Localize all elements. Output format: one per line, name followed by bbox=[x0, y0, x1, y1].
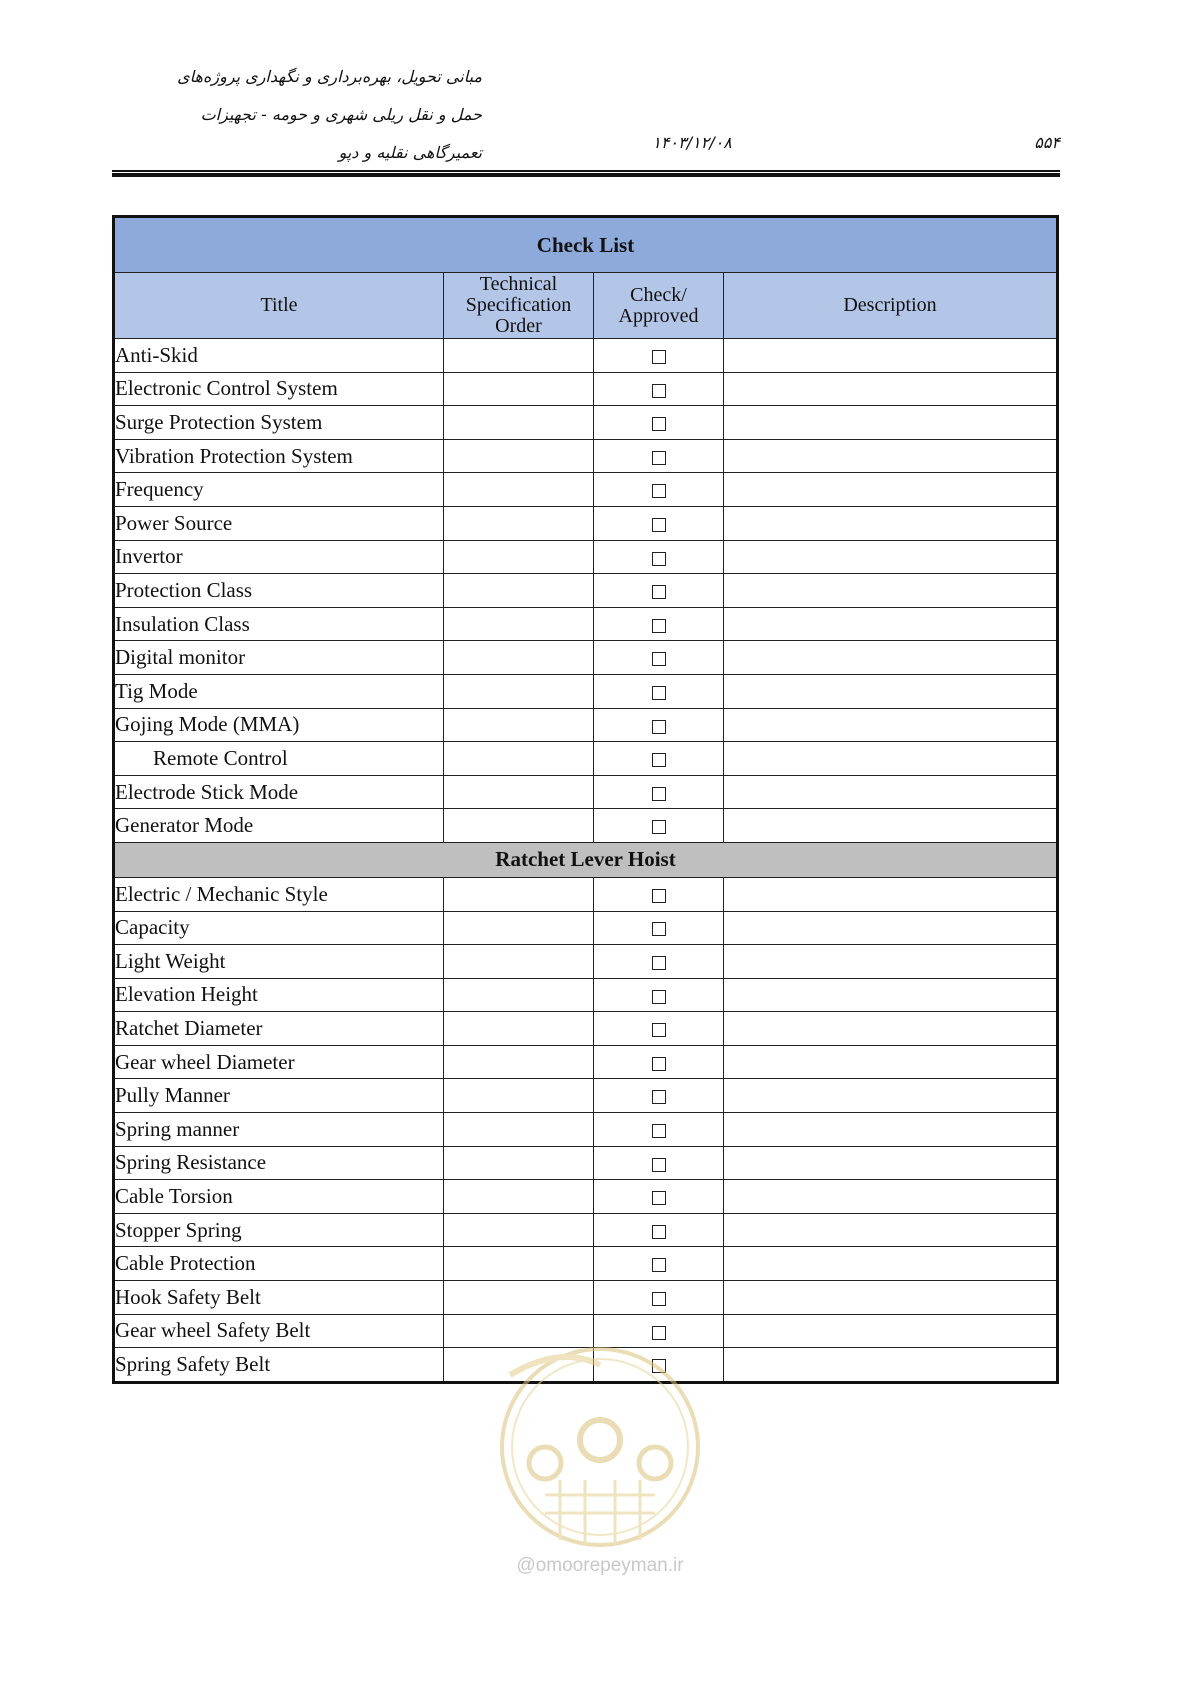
row-title: Surge Protection System bbox=[114, 406, 444, 440]
row-check-cell bbox=[594, 1012, 724, 1046]
checkbox-icon[interactable] bbox=[652, 619, 666, 633]
section-title: Ratchet Lever Hoist bbox=[114, 842, 1058, 877]
row-spec-cell[interactable] bbox=[444, 1113, 594, 1147]
row-description-cell[interactable] bbox=[724, 742, 1058, 776]
table-row bbox=[114, 945, 1058, 979]
table-row bbox=[114, 473, 1058, 507]
table-row bbox=[114, 1113, 1058, 1147]
checkbox-icon[interactable] bbox=[652, 552, 666, 566]
row-description-cell[interactable] bbox=[724, 574, 1058, 608]
row-description-cell[interactable] bbox=[724, 1213, 1058, 1247]
checkbox-icon[interactable] bbox=[652, 518, 666, 532]
document-title bbox=[112, 58, 482, 172]
row-title: Hook Safety Belt bbox=[114, 1281, 444, 1315]
row-title: Elevation Height bbox=[114, 978, 444, 1012]
checkbox-icon[interactable] bbox=[652, 1292, 666, 1306]
row-spec-cell[interactable] bbox=[444, 708, 594, 742]
checkbox-icon[interactable] bbox=[652, 451, 666, 465]
watermark-url bbox=[500, 1555, 700, 1577]
row-spec-cell[interactable] bbox=[444, 607, 594, 641]
row-description-cell[interactable] bbox=[724, 1247, 1058, 1281]
row-description-cell[interactable] bbox=[724, 1281, 1058, 1315]
row-title: Stopper Spring bbox=[114, 1213, 444, 1247]
table-row bbox=[114, 1012, 1058, 1046]
row-description-cell[interactable] bbox=[724, 372, 1058, 406]
row-title: Insulation Class bbox=[114, 607, 444, 641]
row-title: Tig Mode bbox=[114, 674, 444, 708]
row-title: Power Source bbox=[114, 506, 444, 540]
table-row bbox=[114, 708, 1058, 742]
row-title: Remote Control bbox=[114, 742, 444, 776]
row-spec-cell[interactable] bbox=[444, 372, 594, 406]
row-title: Frequency bbox=[114, 473, 444, 507]
column-header-description: Description bbox=[724, 273, 1058, 339]
row-spec-cell[interactable] bbox=[444, 574, 594, 608]
column-header-row bbox=[114, 273, 1058, 339]
row-spec-cell[interactable] bbox=[444, 674, 594, 708]
row-spec-cell[interactable] bbox=[444, 641, 594, 675]
table-row bbox=[114, 641, 1058, 675]
table-row bbox=[114, 506, 1058, 540]
row-description-cell[interactable] bbox=[724, 1079, 1058, 1113]
row-check-cell bbox=[594, 1281, 724, 1315]
table-row bbox=[114, 1247, 1058, 1281]
row-description-cell[interactable] bbox=[724, 775, 1058, 809]
row-check-cell bbox=[594, 574, 724, 608]
row-check-cell bbox=[594, 372, 724, 406]
at-icon: @ bbox=[516, 1555, 536, 1576]
table-title: Check List bbox=[114, 217, 1058, 273]
row-check-cell bbox=[594, 1045, 724, 1079]
row-check-cell bbox=[594, 607, 724, 641]
row-spec-cell[interactable] bbox=[444, 1247, 594, 1281]
table-row bbox=[114, 674, 1058, 708]
row-spec-cell[interactable] bbox=[444, 339, 594, 373]
row-spec-cell[interactable] bbox=[444, 1045, 594, 1079]
table-row bbox=[114, 742, 1058, 776]
row-check-cell bbox=[594, 911, 724, 945]
row-description-cell[interactable] bbox=[724, 540, 1058, 574]
table-row bbox=[114, 1079, 1058, 1113]
row-description-cell[interactable] bbox=[724, 641, 1058, 675]
row-check-cell bbox=[594, 540, 724, 574]
checkbox-icon[interactable] bbox=[652, 1057, 666, 1071]
row-description-cell[interactable] bbox=[724, 439, 1058, 473]
row-spec-cell[interactable] bbox=[444, 1146, 594, 1180]
checklist-table bbox=[112, 215, 1059, 1384]
table-row bbox=[114, 1045, 1058, 1079]
row-title: Generator Mode bbox=[114, 809, 444, 843]
row-spec-cell[interactable] bbox=[444, 775, 594, 809]
row-check-cell bbox=[594, 641, 724, 675]
row-description-cell[interactable] bbox=[724, 406, 1058, 440]
row-check-cell bbox=[594, 809, 724, 843]
row-spec-cell[interactable] bbox=[444, 877, 594, 911]
checkbox-icon[interactable] bbox=[652, 889, 666, 903]
checkbox-icon[interactable] bbox=[652, 1023, 666, 1037]
row-check-cell bbox=[594, 473, 724, 507]
row-spec-cell[interactable] bbox=[444, 406, 594, 440]
row-spec-cell[interactable] bbox=[444, 1281, 594, 1315]
table-row bbox=[114, 809, 1058, 843]
checkbox-icon[interactable] bbox=[652, 686, 666, 700]
row-check-cell bbox=[594, 877, 724, 911]
row-description-cell[interactable] bbox=[724, 1113, 1058, 1147]
column-header-spec bbox=[444, 273, 594, 339]
row-spec-cell[interactable] bbox=[444, 742, 594, 776]
column-header-check-line: Check/ bbox=[630, 283, 687, 306]
section-general bbox=[114, 339, 1058, 843]
row-spec-cell[interactable] bbox=[444, 473, 594, 507]
row-title: Electrode Stick Mode bbox=[114, 775, 444, 809]
row-title: Gear wheel Safety Belt bbox=[114, 1314, 444, 1348]
checkbox-icon[interactable] bbox=[652, 820, 666, 834]
row-title: Electric / Mechanic Style bbox=[114, 877, 444, 911]
row-description-cell[interactable] bbox=[724, 1045, 1058, 1079]
row-description-cell[interactable] bbox=[724, 708, 1058, 742]
checkbox-icon[interactable] bbox=[652, 990, 666, 1004]
row-title: Pully Manner bbox=[114, 1079, 444, 1113]
row-title: Cable Protection bbox=[114, 1247, 444, 1281]
document-title-line: تعمیرگاهی نقلیه و دپو bbox=[338, 143, 482, 162]
column-header-title: Title bbox=[114, 273, 444, 339]
watermark-url-text: omoorepeyman.ir bbox=[535, 1555, 684, 1576]
row-check-cell bbox=[594, 978, 724, 1012]
checkbox-icon[interactable] bbox=[652, 1090, 666, 1104]
row-spec-cell[interactable] bbox=[444, 1079, 594, 1113]
row-title: Protection Class bbox=[114, 574, 444, 608]
document-date: ۱۴۰۳/۱۲/۰۸ bbox=[652, 133, 732, 152]
column-header-check bbox=[594, 273, 724, 339]
checkbox-icon[interactable] bbox=[652, 720, 666, 734]
page-number: ۵۵۴ bbox=[1034, 133, 1060, 152]
document-title-line: حمل و نقل ریلی شهری و حومه - تجهیزات bbox=[200, 105, 482, 124]
row-title: Vibration Protection System bbox=[114, 439, 444, 473]
row-spec-cell[interactable] bbox=[444, 439, 594, 473]
row-title: Invertor bbox=[114, 540, 444, 574]
row-spec-cell[interactable] bbox=[444, 911, 594, 945]
table-row bbox=[114, 607, 1058, 641]
table-row bbox=[114, 339, 1058, 373]
row-description-cell[interactable] bbox=[724, 877, 1058, 911]
row-check-cell bbox=[594, 1180, 724, 1214]
table-row bbox=[114, 574, 1058, 608]
row-spec-cell[interactable] bbox=[444, 1213, 594, 1247]
row-check-cell bbox=[594, 775, 724, 809]
watermark-logo bbox=[490, 1335, 710, 1565]
checkbox-icon[interactable] bbox=[652, 1258, 666, 1272]
checkbox-icon[interactable] bbox=[652, 922, 666, 936]
row-check-cell bbox=[594, 439, 724, 473]
row-check-cell bbox=[594, 742, 724, 776]
row-description-cell[interactable] bbox=[724, 339, 1058, 373]
checkbox-icon[interactable] bbox=[652, 350, 666, 364]
checkbox-icon[interactable] bbox=[652, 1225, 666, 1239]
row-check-cell bbox=[594, 674, 724, 708]
column-header-check-line: Approved bbox=[618, 304, 699, 327]
checkbox-icon[interactable] bbox=[652, 417, 666, 431]
row-spec-cell[interactable] bbox=[444, 978, 594, 1012]
table-row bbox=[114, 1281, 1058, 1315]
row-check-cell bbox=[594, 506, 724, 540]
header-divider bbox=[112, 170, 1060, 177]
table-row bbox=[114, 372, 1058, 406]
page-header bbox=[112, 58, 1060, 178]
row-check-cell bbox=[594, 1113, 724, 1147]
row-title: Ratchet Diameter bbox=[114, 1012, 444, 1046]
table-row bbox=[114, 540, 1058, 574]
row-title: Light Weight bbox=[114, 945, 444, 979]
row-check-cell bbox=[594, 1146, 724, 1180]
row-check-cell bbox=[594, 1079, 724, 1113]
checkbox-icon[interactable] bbox=[652, 384, 666, 398]
row-spec-cell[interactable] bbox=[444, 809, 594, 843]
checkbox-icon[interactable] bbox=[652, 753, 666, 767]
row-description-cell[interactable] bbox=[724, 911, 1058, 945]
table-row bbox=[114, 911, 1058, 945]
row-description-cell[interactable] bbox=[724, 1180, 1058, 1214]
row-spec-cell[interactable] bbox=[444, 506, 594, 540]
table-row bbox=[114, 406, 1058, 440]
checkbox-icon[interactable] bbox=[652, 484, 666, 498]
column-header-spec-line: Technical bbox=[479, 273, 558, 295]
checkbox-icon[interactable] bbox=[652, 1191, 666, 1205]
column-header-spec-line: Specification bbox=[465, 294, 572, 316]
row-check-cell bbox=[594, 406, 724, 440]
row-description-cell[interactable] bbox=[724, 1314, 1058, 1348]
row-title: Anti-Skid bbox=[114, 339, 444, 373]
checkbox-icon[interactable] bbox=[652, 956, 666, 970]
table-row bbox=[114, 439, 1058, 473]
row-spec-cell[interactable] bbox=[444, 1012, 594, 1046]
row-title: Electronic Control System bbox=[114, 372, 444, 406]
row-title: Cable Torsion bbox=[114, 1180, 444, 1214]
row-description-cell[interactable] bbox=[724, 1012, 1058, 1046]
checkbox-icon[interactable] bbox=[652, 585, 666, 599]
checkbox-icon[interactable] bbox=[652, 652, 666, 666]
table-row bbox=[114, 877, 1058, 911]
row-spec-cell[interactable] bbox=[444, 945, 594, 979]
column-header-spec-line: Order bbox=[495, 315, 542, 337]
section-ratchet-lever-hoist bbox=[114, 877, 1058, 1382]
row-description-cell[interactable] bbox=[724, 506, 1058, 540]
row-check-cell bbox=[594, 339, 724, 373]
row-check-cell bbox=[594, 708, 724, 742]
row-description-cell[interactable] bbox=[724, 809, 1058, 843]
row-description-cell[interactable] bbox=[724, 1146, 1058, 1180]
row-check-cell bbox=[594, 1247, 724, 1281]
row-check-cell bbox=[594, 1213, 724, 1247]
row-title: Digital monitor bbox=[114, 641, 444, 675]
row-title: Gojing Mode (MMA) bbox=[114, 708, 444, 742]
row-description-cell[interactable] bbox=[724, 473, 1058, 507]
table-row bbox=[114, 1180, 1058, 1214]
row-title: Spring Resistance bbox=[114, 1146, 444, 1180]
section-header-row bbox=[114, 842, 1058, 877]
table-row bbox=[114, 978, 1058, 1012]
table-row bbox=[114, 775, 1058, 809]
checkbox-icon[interactable] bbox=[652, 1158, 666, 1172]
document-title-line: مبانی تحویل، بهره‌برداری و نگهداری پروژه‌های bbox=[177, 67, 482, 86]
row-description-cell[interactable] bbox=[724, 945, 1058, 979]
row-spec-cell[interactable] bbox=[444, 1180, 594, 1214]
row-description-cell[interactable] bbox=[724, 978, 1058, 1012]
row-spec-cell[interactable] bbox=[444, 540, 594, 574]
row-title: Spring Safety Belt bbox=[114, 1348, 444, 1383]
row-check-cell bbox=[594, 945, 724, 979]
row-title: Capacity bbox=[114, 911, 444, 945]
table-row bbox=[114, 1146, 1058, 1180]
table-row bbox=[114, 1213, 1058, 1247]
row-description-cell[interactable] bbox=[724, 607, 1058, 641]
row-title: Gear wheel Diameter bbox=[114, 1045, 444, 1079]
checkbox-icon[interactable] bbox=[652, 1124, 666, 1138]
row-description-cell[interactable] bbox=[724, 1348, 1058, 1383]
table-title-row bbox=[114, 217, 1058, 273]
row-title: Spring manner bbox=[114, 1113, 444, 1147]
row-description-cell[interactable] bbox=[724, 674, 1058, 708]
checkbox-icon[interactable] bbox=[652, 787, 666, 801]
